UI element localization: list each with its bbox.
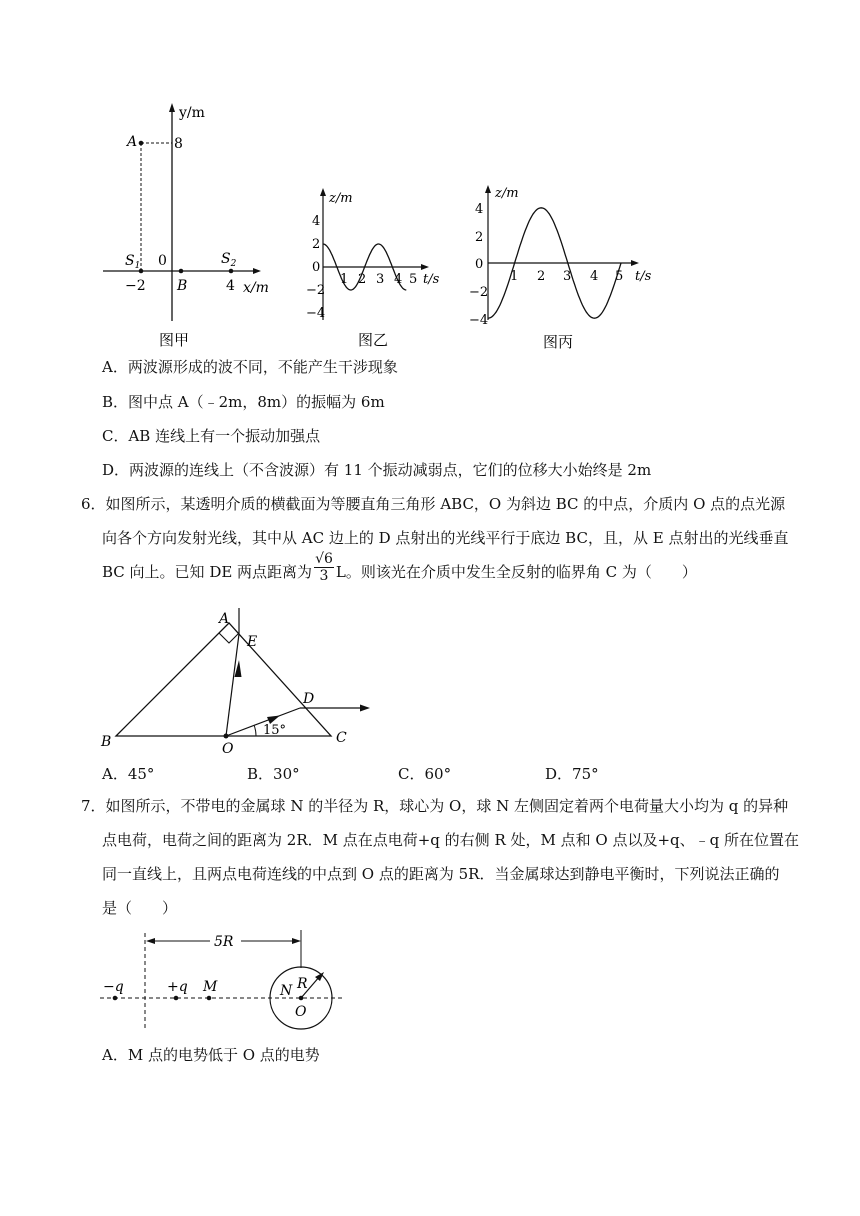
q7-radius-label: R <box>297 976 308 992</box>
q5-option-d: D．两波源的连线上（不含波源）有 11 个振动减弱点，它们的位移大小始终是 2m <box>102 461 652 479</box>
q5-option-c: C．AB 连线上有一个振动加强点 <box>102 427 321 445</box>
point-a-label: A <box>127 134 138 150</box>
q7-stem-line3: 同一直线上，且两点电荷连线的中点到 O 点的距离为 5R．当金属球达到静电平衡时，下列说法正确的 <box>102 865 780 883</box>
q7-sphere-n-label: N <box>280 983 293 999</box>
bing-x-axis-label: t/s <box>635 269 652 284</box>
s1-label: $S_1$ <box>125 253 141 271</box>
bing-y-tick: −2 <box>469 285 489 300</box>
bing-y-tick: −4 <box>469 313 489 328</box>
bing-x-tick: 4 <box>590 269 599 284</box>
s2-label: $S_2$ <box>221 251 237 269</box>
x-tick-neg2: −2 <box>125 278 146 294</box>
origin-label: 0 <box>158 253 167 269</box>
q6-option-c: C．60° <box>398 765 452 783</box>
yi-y-tick: 4 <box>312 214 321 229</box>
x-tick-4: 4 <box>226 278 235 294</box>
caption-yi: 图乙 <box>358 331 389 349</box>
q6-option-a: A．45° <box>102 765 155 783</box>
yi-y-tick: 0 <box>312 260 321 275</box>
q6-label-o: O <box>222 741 234 757</box>
caption-bing: 图丙 <box>543 333 574 351</box>
yi-y-axis-label: z/m <box>329 191 353 206</box>
q7-distance-label: 5R <box>214 934 234 950</box>
x-axis-label: x/m <box>243 280 269 296</box>
caption-jia: 图甲 <box>159 331 190 349</box>
q6-option-b: B．30° <box>247 765 300 783</box>
yi-x-tick: 3 <box>376 272 385 287</box>
yi-y-tick: −2 <box>306 283 326 298</box>
q6-label-c: C <box>336 730 347 746</box>
yi-x-tick: 2 <box>358 272 367 287</box>
q6-angle-label: 15° <box>263 723 287 738</box>
figure-bing <box>455 180 670 355</box>
bing-y-tick: 4 <box>475 202 484 217</box>
bing-y-tick: 0 <box>475 257 484 272</box>
yi-y-tick: 2 <box>312 237 321 252</box>
yi-x-axis-label: t/s <box>423 272 440 287</box>
bing-x-tick: 5 <box>615 269 624 284</box>
figure-jia <box>95 95 285 355</box>
q7-stem-line1: 7．如图所示，不带电的金属球 N 的半径为 R，球心为 O，球 N 左侧固定着两个电荷量大小均为 q 的异种 <box>81 797 789 815</box>
figure-q7-sphere <box>95 925 355 1035</box>
q6-stem-line2: 向各个方向发射光线，其中从 AC 边上的 D 点射出的光线平行于底边 BC，且，从 E 点射出的光线垂直 <box>102 529 789 547</box>
q6-label-e: E <box>247 634 258 650</box>
bing-y-tick: 2 <box>475 230 484 245</box>
bing-x-tick: 3 <box>563 269 572 284</box>
q5-option-a: A．两波源形成的波不同，不能产生干涉现象 <box>102 358 398 376</box>
q6-stem-line1: 6．如图所示，某透明介质的横截面为等腰直角三角形 ABC，O 为斜边 BC 的中点，介质内 O 点的点光源 <box>81 495 786 513</box>
y-tick-8: 8 <box>174 136 183 152</box>
point-b-label: B <box>177 278 188 294</box>
q7-option-a: A．M 点的电势低于 O 点的电势 <box>102 1046 320 1064</box>
q7-point-m-label: M <box>203 979 218 995</box>
q6-label-d: D <box>303 691 315 707</box>
yi-y-tick: −4 <box>306 306 326 321</box>
q7-neg-charge-label: −q <box>103 979 124 995</box>
bing-x-tick: 1 <box>510 269 519 284</box>
fraction-sqrt6-over-3: $\frac{√6}{3}$ <box>315 550 333 584</box>
bing-y-axis-label: z/m <box>495 186 519 201</box>
q6-stem-line3: BC 向上。已知 DE 两点距离为 $\frac{√6}{3}$ L。则该光在介质中发生全反射的临界角 C 为（ ） <box>102 550 697 584</box>
q5-option-b: B．图中点 A（﹣2m，8m）的振幅为 6m <box>102 393 385 411</box>
figure-q6-triangle <box>95 605 385 760</box>
bing-x-tick: 2 <box>537 269 546 284</box>
q7-center-o-label: O <box>295 1004 307 1020</box>
yi-x-tick: 1 <box>340 272 349 287</box>
q7-stem-line4: 是（ ） <box>102 899 178 917</box>
yi-x-tick: 4 <box>394 272 403 287</box>
q6-label-a: A <box>219 611 230 627</box>
q7-pos-charge-label: +q <box>167 979 188 995</box>
q6-option-d: D．75° <box>545 765 599 783</box>
y-axis-label: y/m <box>179 105 205 121</box>
figure-yi <box>295 185 455 355</box>
q6-label-b: B <box>101 734 112 750</box>
yi-x-tick: 5 <box>409 272 418 287</box>
q7-stem-line2: 点电荷，电荷之间的距离为 2R．M 点在点电荷+q 的右侧 R 处，M 点和 O 点以及+q、﹣q 所在位置在 <box>102 831 800 849</box>
